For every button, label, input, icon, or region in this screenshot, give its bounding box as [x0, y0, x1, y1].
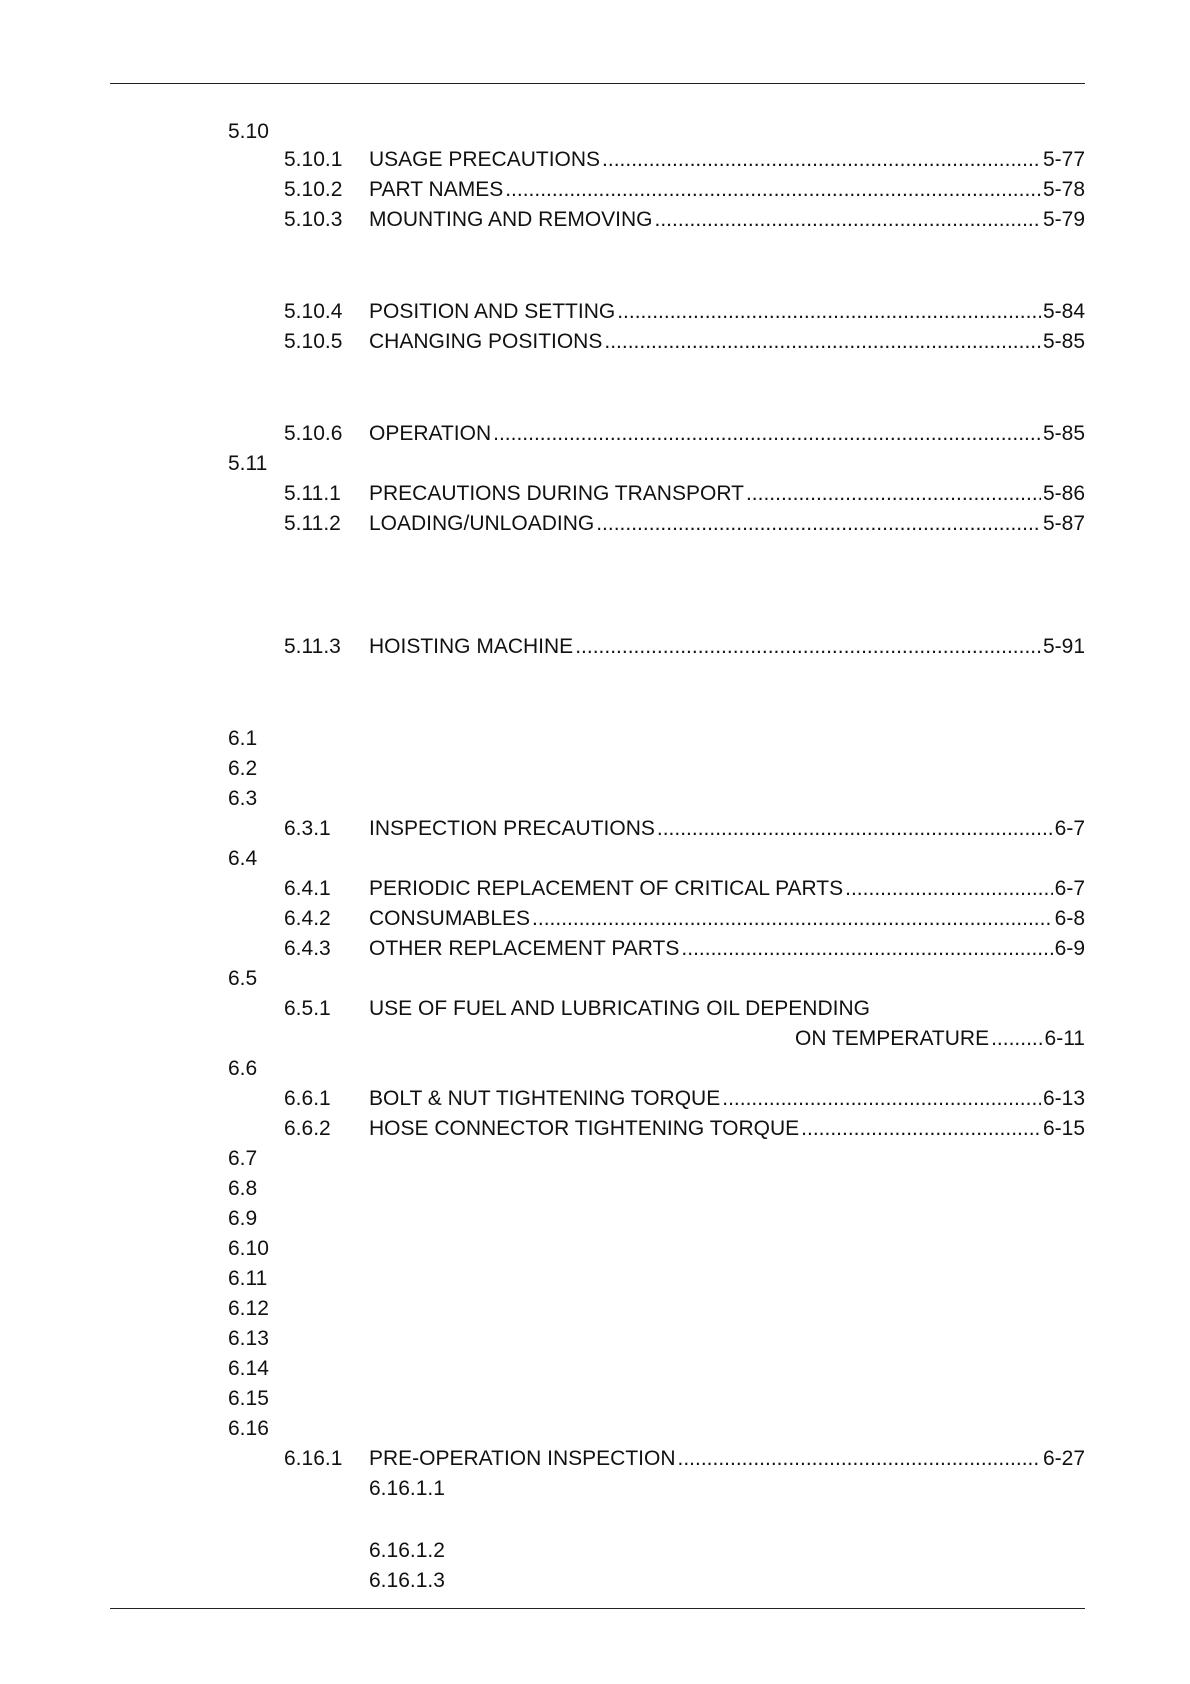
- section-number: 6.11: [228, 1267, 268, 1290]
- toc-row: [0, 784, 1190, 814]
- toc-entry[interactable]: [369, 297, 1085, 327]
- toc-row[interactable]: [0, 1084, 1190, 1114]
- section-title: BOLT & NUT TIGHTENING TORQUE: [369, 1087, 721, 1110]
- toc-row: [0, 117, 1190, 147]
- toc-row: [0, 1414, 1190, 1444]
- page-number: 6-15: [1042, 1117, 1085, 1140]
- toc-row[interactable]: [0, 994, 1190, 1024]
- leader-dots: [801, 1114, 1041, 1144]
- leader-dots: [722, 1084, 1041, 1114]
- toc-entry[interactable]: [369, 1084, 1085, 1114]
- page-number: 5-79: [1042, 208, 1085, 231]
- toc-row: [0, 844, 1190, 874]
- section-number: 6.4.2: [284, 907, 331, 930]
- section-number: 5.10.1: [284, 148, 343, 171]
- section-number: 5.11.2: [284, 512, 341, 535]
- toc-row: [0, 754, 1190, 784]
- section-number: 6.16: [228, 1417, 269, 1440]
- leader-dots: [746, 479, 1041, 509]
- toc-entry[interactable]: [369, 632, 1085, 662]
- toc-row: [0, 1204, 1190, 1234]
- page-number: 5-78: [1042, 178, 1085, 201]
- section-title: INSPECTION PRECAUTIONS: [369, 817, 655, 840]
- section-number: 6.7: [228, 1147, 258, 1170]
- toc-entry[interactable]: [369, 479, 1085, 509]
- toc-entry[interactable]: [369, 419, 1085, 449]
- section-title: MOUNTING AND REMOVING: [369, 208, 653, 231]
- section-number: 6.3: [228, 787, 258, 810]
- section-number: 6.6.1: [284, 1087, 331, 1110]
- toc-row: [0, 1054, 1190, 1084]
- toc-row[interactable]: [0, 632, 1190, 662]
- section-title: HOISTING MACHINE: [369, 635, 574, 658]
- section-number: 6.9: [228, 1207, 258, 1230]
- toc-row: [0, 1324, 1190, 1354]
- leader-dots: [681, 934, 1052, 964]
- page-number: 5-77: [1042, 148, 1085, 171]
- toc-entry[interactable]: [369, 509, 1085, 539]
- section-number: 6.16.1: [284, 1447, 343, 1470]
- section-number: 6.14: [228, 1357, 269, 1380]
- toc-entry[interactable]: [369, 327, 1085, 357]
- toc-row[interactable]: [0, 175, 1190, 205]
- section-number: 5.10.2: [284, 178, 343, 201]
- leader-dots: [602, 145, 1041, 175]
- toc-row[interactable]: [0, 327, 1190, 357]
- toc-entry[interactable]: [369, 205, 1085, 235]
- section-number: 6.12: [228, 1297, 269, 1320]
- toc-entry[interactable]: [369, 145, 1085, 175]
- section-title: HOSE CONNECTOR TIGHTENING TORQUE: [369, 1117, 800, 1140]
- toc-row[interactable]: [0, 874, 1190, 904]
- toc-row: [0, 1354, 1190, 1384]
- section-title-continuation: ON TEMPERATURE: [795, 1027, 990, 1050]
- section-number: 6.16.1.3: [369, 1569, 445, 1592]
- section-title: LOADING/UNLOADING: [369, 512, 595, 535]
- toc-row[interactable]: [0, 814, 1190, 844]
- section-number: 6.6.2: [284, 1117, 331, 1140]
- section-title: OPERATION: [369, 422, 492, 445]
- section-number: 6.4.3: [284, 937, 331, 960]
- toc-row[interactable]: [0, 1444, 1190, 1474]
- leader-dots: [657, 814, 1053, 844]
- page-number: 6-13: [1042, 1087, 1085, 1110]
- page-number: 5-85: [1042, 330, 1085, 353]
- section-number: 5.11.1: [284, 482, 341, 505]
- section-number: 6.8: [228, 1177, 258, 1200]
- section-title: USE OF FUEL AND LUBRICATING OIL DEPENDING: [369, 997, 870, 1020]
- section-number: 6.15: [228, 1387, 269, 1410]
- section-title: CONSUMABLES: [369, 907, 531, 930]
- section-number: 5.11: [228, 452, 268, 475]
- toc-entry-continuation[interactable]: [795, 1024, 1085, 1054]
- page-number: 5-87: [1042, 512, 1085, 535]
- toc-row: [0, 1536, 1190, 1566]
- section-title: CHANGING POSITIONS: [369, 330, 603, 353]
- section-title: PRE-OPERATION INSPECTION: [369, 1447, 676, 1470]
- header-rule: [110, 83, 1085, 84]
- section-number: 6.4: [228, 847, 258, 870]
- leader-dots: [617, 297, 1041, 327]
- toc-entry[interactable]: [369, 934, 1085, 964]
- section-number: 6.2: [228, 757, 258, 780]
- toc-row[interactable]: [0, 1114, 1190, 1144]
- section-number: 5.10.6: [284, 422, 343, 445]
- page-number: 5-86: [1042, 482, 1085, 505]
- toc-row[interactable]: [0, 297, 1190, 327]
- toc-row: [0, 1474, 1190, 1504]
- leader-dots: [677, 1444, 1040, 1474]
- leader-dots: [505, 175, 1041, 205]
- toc-entry[interactable]: [369, 1444, 1085, 1474]
- toc-row: [0, 1294, 1190, 1324]
- leader-dots: [845, 874, 1053, 904]
- leader-dots: [991, 1024, 1042, 1054]
- section-number: 5.10.3: [284, 208, 343, 231]
- page-number: 6-7: [1054, 817, 1085, 840]
- section-title: PERIODIC REPLACEMENT OF CRITICAL PARTS: [369, 877, 844, 900]
- toc-row: [0, 449, 1190, 479]
- page-number: 6-9: [1054, 937, 1085, 960]
- section-number: 6.10: [228, 1237, 269, 1260]
- toc-row: [0, 724, 1190, 754]
- page-number: 5-84: [1042, 300, 1085, 323]
- section-number: 5.10.4: [284, 300, 343, 323]
- toc-row[interactable]: [0, 479, 1190, 509]
- section-number: 5.10.5: [284, 330, 343, 353]
- page-number: 5-85: [1042, 422, 1085, 445]
- section-number: 6.6: [228, 1057, 258, 1080]
- toc-row: [0, 964, 1190, 994]
- leader-dots: [655, 205, 1041, 235]
- leader-dots: [604, 327, 1041, 357]
- toc-row[interactable]: [0, 934, 1190, 964]
- section-number: 6.16.1.2: [369, 1539, 445, 1562]
- toc-row: [0, 1384, 1190, 1414]
- page-number: 6-7: [1054, 877, 1085, 900]
- section-number: 6.5: [228, 967, 258, 990]
- section-number: 6.3.1: [284, 817, 331, 840]
- section-title: OTHER REPLACEMENT PARTS: [369, 937, 680, 960]
- page-number: 6-11: [1044, 1027, 1085, 1050]
- toc-row-continuation[interactable]: [0, 1024, 1190, 1054]
- section-number: 5.11.3: [284, 635, 341, 658]
- toc-row: [0, 1264, 1190, 1294]
- toc-row[interactable]: [0, 145, 1190, 175]
- toc-entry[interactable]: [369, 814, 1085, 844]
- leader-dots: [532, 904, 1053, 934]
- toc-row[interactable]: [0, 419, 1190, 449]
- footer-rule: [110, 1608, 1085, 1609]
- leader-dots: [575, 632, 1041, 662]
- toc-row: [0, 1234, 1190, 1264]
- toc-row: [0, 1144, 1190, 1174]
- page-number: 5-91: [1042, 635, 1085, 658]
- page-number: 6-27: [1042, 1447, 1085, 1470]
- section-number: 5.10: [228, 120, 269, 143]
- toc-entry[interactable]: [369, 1114, 1085, 1144]
- leader-dots: [493, 419, 1041, 449]
- toc-entry[interactable]: [369, 874, 1085, 904]
- section-number: 6.1: [228, 727, 258, 750]
- section-title: PART NAMES: [369, 178, 504, 201]
- section-title: USAGE PRECAUTIONS: [369, 148, 601, 171]
- toc-row[interactable]: [0, 205, 1190, 235]
- toc-row: [0, 1174, 1190, 1204]
- toc-entry[interactable]: [369, 175, 1085, 205]
- section-title: POSITION AND SETTING: [369, 300, 616, 323]
- section-title: PRECAUTIONS DURING TRANSPORT: [369, 482, 744, 505]
- page-number: 6-8: [1054, 907, 1085, 930]
- toc-entry[interactable]: [369, 904, 1085, 934]
- toc-row[interactable]: [0, 904, 1190, 934]
- toc-row: [0, 1566, 1190, 1596]
- section-number: 6.16.1.1: [369, 1477, 445, 1500]
- toc-entry[interactable]: [369, 994, 1085, 1024]
- leader-dots: [596, 509, 1041, 539]
- section-number: 6.13: [228, 1327, 269, 1350]
- toc-row[interactable]: [0, 509, 1190, 539]
- section-number: 6.4.1: [284, 877, 331, 900]
- section-number: 6.5.1: [284, 997, 331, 1020]
